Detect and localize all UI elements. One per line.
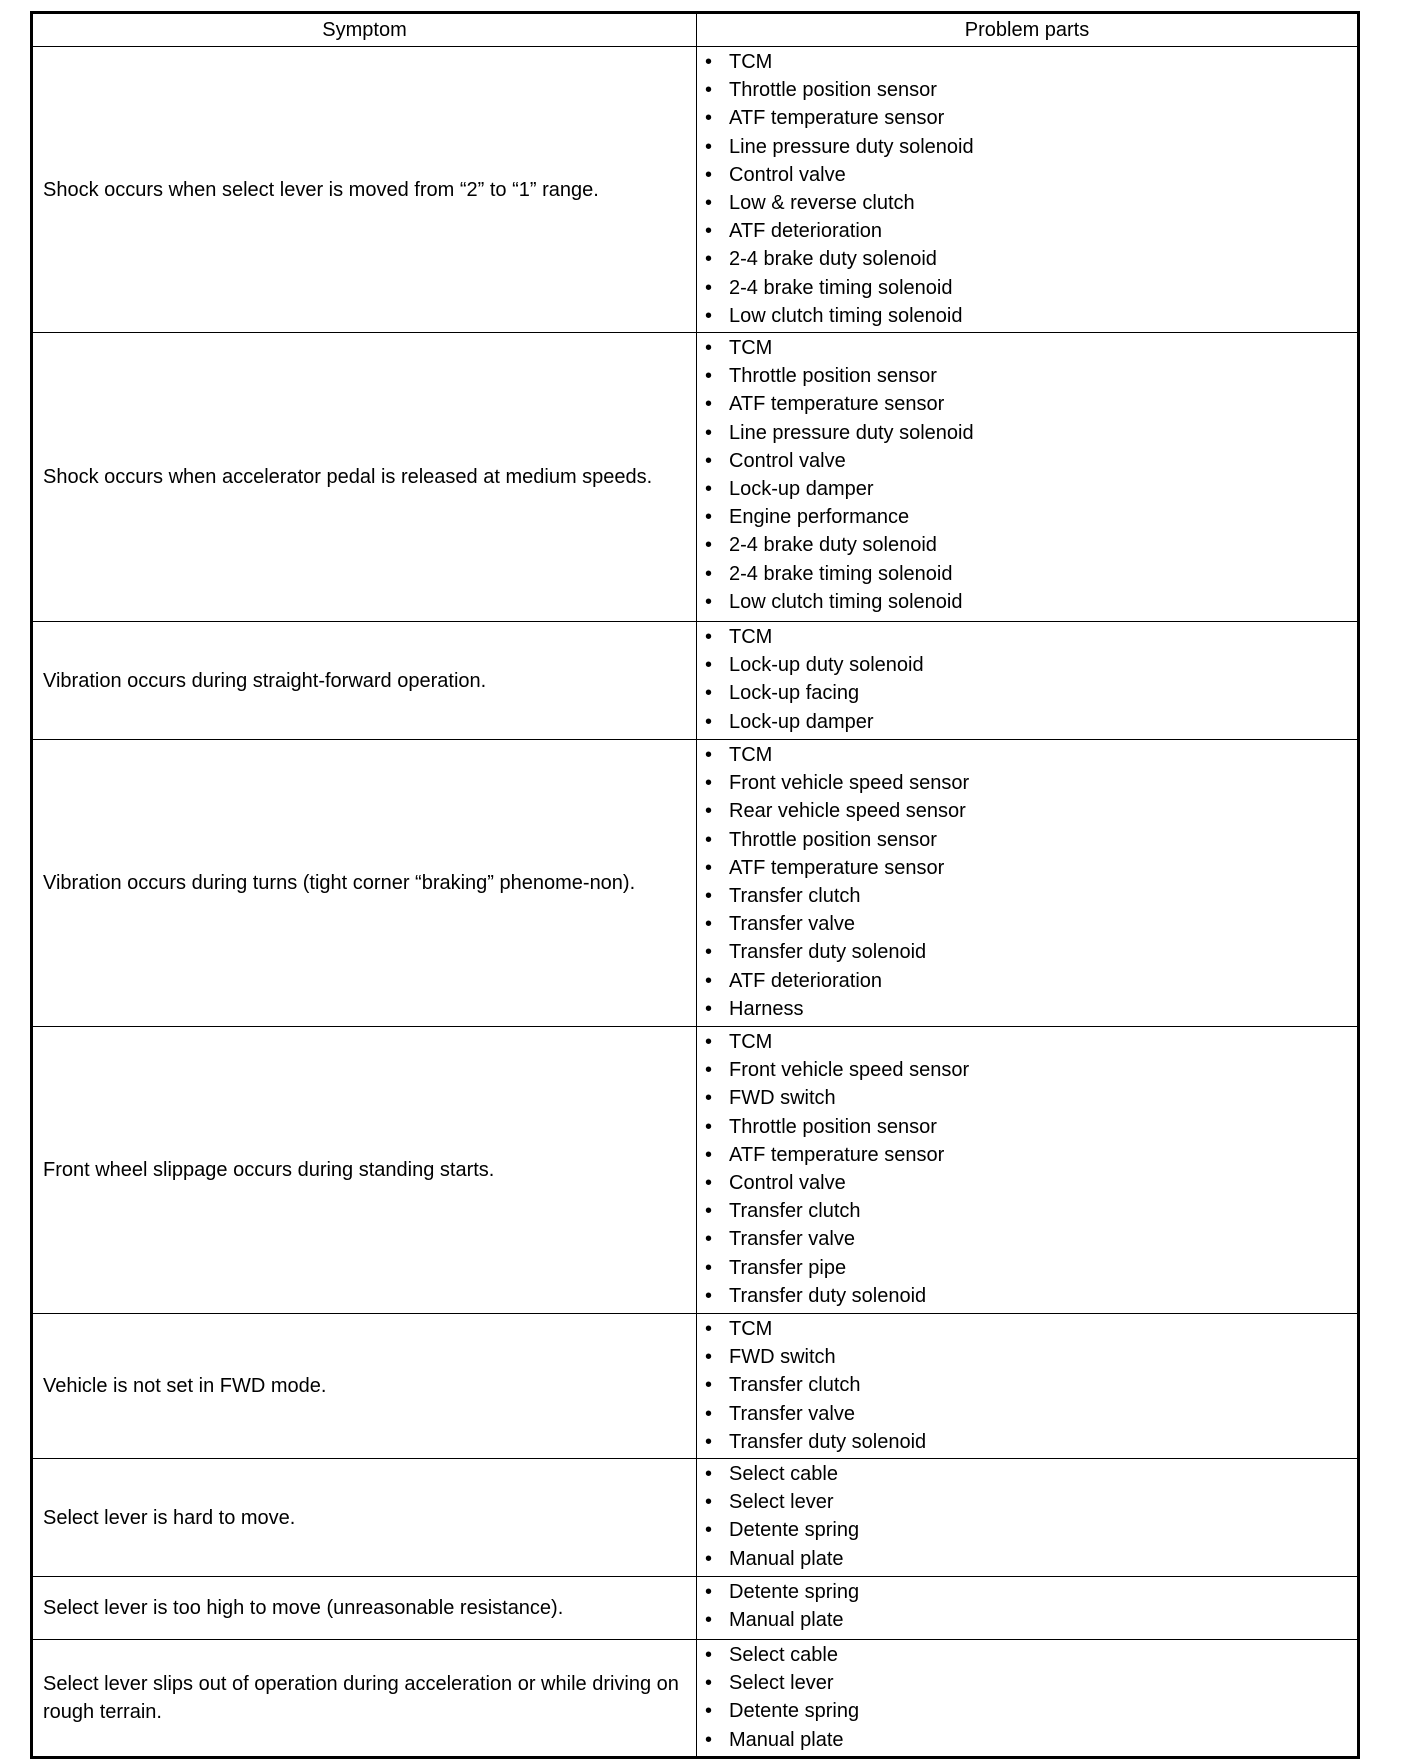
symptom-cell: Vibration occurs during turns (tight corner “braking” phenome-non). (32, 740, 697, 1027)
list-item (705, 133, 1357, 161)
part-name: ATF temperature sensor (729, 1143, 945, 1166)
list-item (705, 1169, 1357, 1197)
list-item (705, 1254, 1357, 1282)
bullet-icon: • (705, 1430, 713, 1453)
list-item (705, 623, 1357, 651)
bullet-icon: • (705, 1374, 713, 1397)
part-name: ATF temperature sensor (729, 856, 945, 879)
table-row (32, 1577, 1359, 1640)
table-row (32, 740, 1359, 1027)
list-item (705, 1315, 1357, 1343)
symptom-table (30, 11, 1360, 1759)
list-item (705, 1606, 1357, 1634)
parts-list (705, 623, 1357, 736)
bullet-icon: • (705, 1346, 713, 1369)
bullet-icon: • (705, 79, 713, 102)
part-name: Throttle position sensor (729, 828, 937, 851)
bullet-icon: • (705, 1644, 713, 1666)
problem-parts-cell (697, 1027, 1359, 1314)
list-item (705, 503, 1357, 531)
list-item (705, 1545, 1357, 1573)
bullet-icon: • (705, 1609, 713, 1632)
part-name: Manual plate (729, 1728, 844, 1751)
symptom-cell: Select lever is hard to move. (32, 1459, 697, 1577)
list-item (705, 475, 1357, 503)
list-item (705, 1056, 1357, 1084)
list-item (705, 938, 1357, 966)
list-item (705, 245, 1357, 273)
bullet-icon: • (705, 772, 713, 795)
list-item (705, 1084, 1357, 1112)
bullet-icon: • (705, 421, 713, 444)
part-name: Throttle position sensor (729, 79, 937, 102)
part-name: ATF deterioration (729, 969, 883, 992)
list-item (705, 161, 1357, 189)
bullet-icon: • (705, 590, 713, 613)
symptom-cell: Vehicle is not set in FWD mode. (32, 1314, 697, 1459)
list-item (705, 679, 1357, 707)
bullet-icon: • (705, 1143, 713, 1166)
list-item (705, 1197, 1357, 1225)
symptom-cell: Shock occurs when select lever is moved from “2” to “1” range. (32, 47, 697, 333)
list-item (705, 995, 1357, 1023)
table-row (32, 1027, 1359, 1314)
symptom-cell: Vibration occurs during straight-forward operation. (32, 622, 697, 740)
bullet-icon: • (705, 800, 713, 823)
bullet-icon: • (705, 304, 713, 327)
part-name: Transfer duty solenoid (729, 1430, 927, 1453)
symptom-cell: Select lever slips out of operation during acceleration or while driving on rough terrain. (32, 1640, 697, 1758)
bullet-icon: • (705, 913, 713, 936)
bullet-icon: • (705, 744, 713, 766)
bullet-icon: • (705, 1059, 713, 1082)
list-item (705, 588, 1357, 616)
part-name: Transfer valve (729, 1402, 855, 1425)
list-item (705, 1371, 1357, 1399)
parts-list (705, 1315, 1357, 1456)
list-item (705, 419, 1357, 447)
part-name: Low clutch timing solenoid (729, 304, 963, 327)
bullet-icon: • (705, 163, 713, 186)
list-item (705, 334, 1357, 362)
bullet-icon: • (705, 1519, 713, 1542)
part-name: Transfer clutch (729, 1374, 861, 1397)
bullet-icon: • (705, 969, 713, 992)
list-item (705, 560, 1357, 588)
bullet-icon: • (705, 1463, 713, 1485)
list-item (705, 967, 1357, 995)
part-name: Manual plate (729, 1609, 844, 1632)
part-name: Manual plate (729, 1547, 844, 1570)
list-item (705, 1516, 1357, 1544)
parts-list (705, 48, 1357, 330)
part-name: FWD switch (729, 1087, 836, 1110)
bullet-icon: • (705, 1284, 713, 1307)
part-name: 2-4 brake timing solenoid (729, 562, 953, 585)
part-name: Throttle position sensor (729, 365, 937, 388)
part-name: Detente spring (729, 1519, 860, 1542)
part-name: Rear vehicle speed sensor (729, 800, 966, 823)
bullet-icon: • (705, 534, 713, 557)
part-name: Lock-up facing (729, 682, 860, 705)
part-name: Harness (729, 997, 804, 1020)
list-item (705, 1282, 1357, 1310)
symptom-cell: Shock occurs when accelerator pedal is released at medium speeds. (32, 333, 697, 622)
part-name: Line pressure duty solenoid (729, 421, 974, 444)
bullet-icon: • (705, 51, 713, 73)
bullet-icon: • (705, 248, 713, 271)
part-name: TCM (729, 1318, 773, 1340)
part-name: TCM (729, 1031, 773, 1053)
bullet-icon: • (705, 1228, 713, 1251)
list-item (705, 1225, 1357, 1253)
bullet-icon: • (705, 1318, 713, 1340)
symptom-cell: Front wheel slippage occurs during standing starts. (32, 1027, 697, 1314)
part-name: 2-4 brake duty solenoid (729, 248, 937, 271)
bullet-icon: • (705, 562, 713, 585)
list-item (705, 302, 1357, 330)
bullet-icon: • (705, 710, 713, 733)
part-name: Detente spring (729, 1700, 860, 1723)
bullet-icon: • (705, 828, 713, 851)
list-item (705, 882, 1357, 910)
part-name: Control valve (729, 163, 846, 186)
part-name: Control valve (729, 449, 846, 472)
bullet-icon: • (705, 1087, 713, 1110)
list-item (705, 1400, 1357, 1428)
parts-list (705, 741, 1357, 1023)
problem-parts-cell (697, 47, 1359, 333)
part-name: Select cable (729, 1463, 838, 1485)
bullet-icon: • (705, 654, 713, 677)
bullet-icon: • (705, 337, 713, 359)
part-name: Transfer clutch (729, 885, 861, 908)
part-name: ATF temperature sensor (729, 107, 945, 130)
bullet-icon: • (705, 682, 713, 705)
header-symptom: Symptom (32, 13, 697, 47)
part-name: Engine performance (729, 506, 910, 529)
list-item (705, 1697, 1357, 1725)
part-name: Select lever (729, 1672, 834, 1695)
bullet-icon: • (705, 107, 713, 130)
part-name: Lock-up duty solenoid (729, 654, 924, 677)
part-name: Line pressure duty solenoid (729, 135, 974, 158)
part-name: ATF temperature sensor (729, 393, 945, 416)
bullet-icon: • (705, 393, 713, 416)
part-name: Detente spring (729, 1581, 860, 1603)
list-item (705, 48, 1357, 76)
bullet-icon: • (705, 1200, 713, 1223)
list-item (705, 1113, 1357, 1141)
list-item (705, 1641, 1357, 1669)
list-item (705, 274, 1357, 302)
list-item (705, 910, 1357, 938)
list-item (705, 1460, 1357, 1488)
bullet-icon: • (705, 135, 713, 158)
list-item (705, 189, 1357, 217)
bullet-icon: • (705, 1491, 713, 1514)
bullet-icon: • (705, 1728, 713, 1751)
bullet-icon: • (705, 478, 713, 501)
list-item (705, 362, 1357, 390)
part-name: Lock-up damper (729, 478, 874, 501)
symptom-cell: Select lever is too high to move (unreasonable resistance). (32, 1577, 697, 1640)
parts-list (705, 1460, 1357, 1573)
list-item (705, 708, 1357, 736)
part-name: Select lever (729, 1491, 834, 1514)
bullet-icon: • (705, 856, 713, 879)
bullet-icon: • (705, 997, 713, 1020)
table-row (32, 333, 1359, 622)
problem-parts-cell (697, 622, 1359, 740)
part-name: FWD switch (729, 1346, 836, 1369)
bullet-icon: • (705, 626, 713, 648)
list-item (705, 651, 1357, 679)
part-name: ATF deterioration (729, 220, 883, 243)
bullet-icon: • (705, 1031, 713, 1053)
part-name: 2-4 brake duty solenoid (729, 534, 937, 557)
list-item (705, 104, 1357, 132)
problem-parts-cell (697, 1577, 1359, 1640)
problem-parts-cell (697, 1459, 1359, 1577)
bullet-icon: • (705, 1700, 713, 1723)
list-item (705, 447, 1357, 475)
bullet-icon: • (705, 941, 713, 964)
part-name: Low & reverse clutch (729, 192, 915, 215)
list-item (705, 854, 1357, 882)
part-name: TCM (729, 337, 773, 359)
header-row (32, 13, 1359, 47)
header-problem-parts: Problem parts (697, 13, 1359, 47)
list-item (705, 1343, 1357, 1371)
part-name: Low clutch timing solenoid (729, 590, 963, 613)
list-item (705, 769, 1357, 797)
parts-list (705, 1641, 1357, 1754)
problem-parts-cell (697, 740, 1359, 1027)
list-item (705, 1488, 1357, 1516)
part-name: Front vehicle speed sensor (729, 772, 970, 795)
bullet-icon: • (705, 1402, 713, 1425)
part-name: TCM (729, 626, 773, 648)
part-name: Control valve (729, 1172, 846, 1195)
list-item (705, 531, 1357, 559)
table-row (32, 1640, 1359, 1758)
part-name: Front vehicle speed sensor (729, 1059, 970, 1082)
part-name: Throttle position sensor (729, 1115, 937, 1138)
bullet-icon: • (705, 1547, 713, 1570)
problem-parts-cell (697, 333, 1359, 622)
list-item (705, 1578, 1357, 1606)
part-name: Transfer clutch (729, 1200, 861, 1223)
part-name: Transfer valve (729, 913, 855, 936)
bullet-icon: • (705, 220, 713, 243)
problem-parts-cell (697, 1314, 1359, 1459)
list-item (705, 390, 1357, 418)
bullet-icon: • (705, 365, 713, 388)
bullet-icon: • (705, 885, 713, 908)
problem-parts-cell (697, 1640, 1359, 1758)
part-name: Lock-up damper (729, 710, 874, 733)
part-name: Transfer duty solenoid (729, 1284, 927, 1307)
bullet-icon: • (705, 192, 713, 215)
bullet-icon: • (705, 1256, 713, 1279)
parts-list (705, 1028, 1357, 1310)
parts-list (705, 334, 1357, 616)
list-item (705, 217, 1357, 245)
list-item (705, 1028, 1357, 1056)
table-row (32, 1459, 1359, 1577)
part-name: TCM (729, 51, 773, 73)
table-row (32, 47, 1359, 333)
list-item (705, 826, 1357, 854)
list-item (705, 1141, 1357, 1169)
list-item (705, 76, 1357, 104)
part-name: 2-4 brake timing solenoid (729, 276, 953, 299)
bullet-icon: • (705, 1581, 713, 1603)
table-row (32, 622, 1359, 740)
part-name: Transfer valve (729, 1228, 855, 1251)
list-item (705, 1726, 1357, 1754)
bullet-icon: • (705, 506, 713, 529)
bullet-icon: • (705, 449, 713, 472)
table-row (32, 1314, 1359, 1459)
bullet-icon: • (705, 1172, 713, 1195)
bullet-icon: • (705, 1115, 713, 1138)
list-item (705, 1669, 1357, 1697)
bullet-icon: • (705, 1672, 713, 1695)
bullet-icon: • (705, 276, 713, 299)
list-item (705, 797, 1357, 825)
part-name: TCM (729, 744, 773, 766)
list-item (705, 741, 1357, 769)
part-name: Select cable (729, 1644, 838, 1666)
list-item (705, 1428, 1357, 1456)
part-name: Transfer pipe (729, 1256, 847, 1279)
parts-list (705, 1578, 1357, 1634)
part-name: Transfer duty solenoid (729, 941, 927, 964)
